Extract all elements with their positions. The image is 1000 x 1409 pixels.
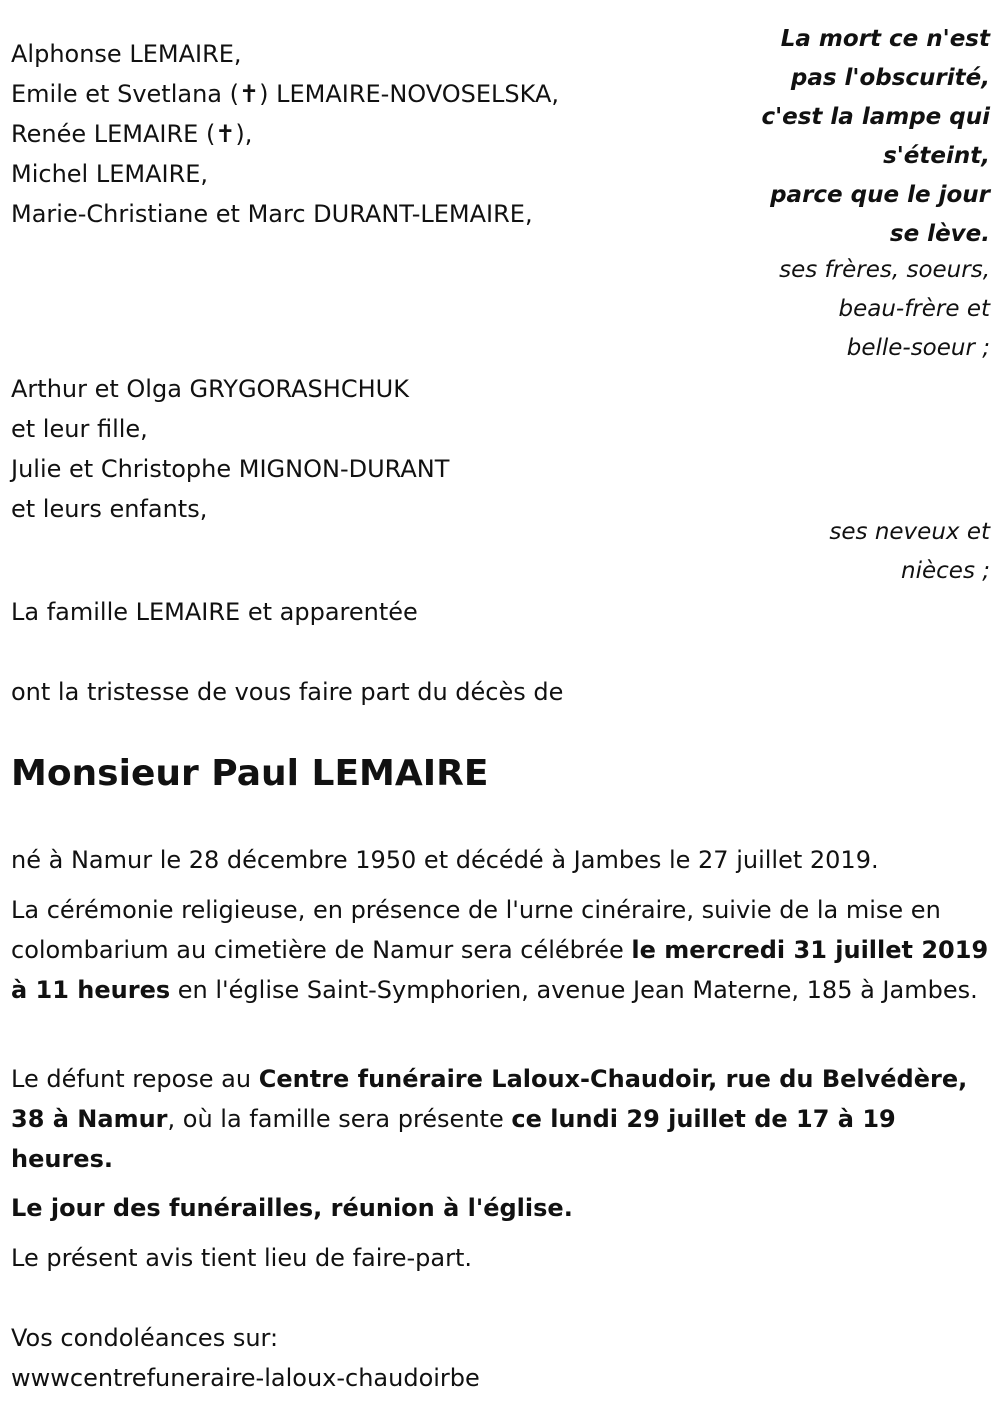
sibling-line: Marie-Christiane et Marc DURANT-LEMAIRE, — [11, 200, 533, 228]
quote — [761, 20, 990, 254]
sibling-line: Michel LEMAIRE, — [11, 160, 209, 188]
siblings-relation — [779, 251, 990, 368]
nephew-line: et leurs enfants, — [11, 495, 208, 523]
announcement: ont la tristesse de vous faire part du décès de — [11, 678, 564, 706]
quote-line: se lève. — [889, 221, 990, 247]
birth-death: né à Namur le 28 décembre 1950 et décédé à Jambes le 27 juillet 2019. — [11, 846, 879, 874]
quote-line: parce que le jour — [770, 182, 990, 208]
repose-text: Le défunt repose au — [11, 1065, 259, 1093]
notice: Le présent avis tient lieu de faire-part. — [11, 1244, 473, 1272]
repose-mid: , où la famille sera présente — [167, 1105, 512, 1133]
visiting-hours: ce lundi 29 juillet de 17 à 19 heures. — [11, 1105, 896, 1173]
nephew-line: et leur fille, — [11, 415, 148, 443]
relation-line: ses neveux et — [829, 519, 990, 545]
quote-line: pas l'obscurité, — [790, 65, 990, 91]
funeral-center: Centre funéraire Laloux-Chaudoir, rue du Belvédère, 38 à Namur — [11, 1065, 968, 1133]
quote-line: La mort ce n'est — [780, 26, 990, 52]
quote-line: c'est la lampe qui — [761, 104, 990, 130]
nephew-line: Julie et Christophe MIGNON-DURANT — [11, 455, 450, 483]
nephew-line: Arthur et Olga GRYGORASHCHUK — [11, 375, 409, 403]
ceremony-text: La cérémonie religieuse, en présence de l'urne cinéraire, suivie de la mise en colombarium au cimetière de Namur sera célébrée — [11, 896, 941, 964]
nephews-relation — [829, 513, 990, 591]
ceremony-location: en l'église Saint-Symphorien, avenue Jean Materne, 185 à Jambes. — [170, 976, 978, 1004]
relation-line: beau-frère et — [838, 296, 990, 322]
sibling-line: Alphonse LEMAIRE, — [11, 40, 242, 68]
ceremony-date: le mercredi 31 juillet 2019 à 11 heures — [11, 936, 989, 1004]
funeral-day: Le jour des funérailles, réunion à l'église. — [11, 1194, 573, 1222]
family-line: La famille LEMAIRE et apparentée — [11, 598, 418, 626]
siblings-list — [11, 34, 559, 234]
relation-line: nièces ; — [901, 558, 990, 584]
relation-line: belle-soeur ; — [846, 335, 990, 361]
repose-paragraph — [11, 1059, 989, 1179]
condolences-label: Vos condoléances sur: — [11, 1324, 279, 1352]
deceased-name: Monsieur Paul LEMAIRE — [11, 753, 489, 794]
quote-line: s'éteint, — [883, 143, 990, 169]
nephews-list — [11, 369, 449, 529]
relation-line: ses frères, soeurs, — [779, 257, 990, 283]
sibling-line: Emile et Svetlana (✝) LEMAIRE-NOVOSELSKA, — [11, 80, 559, 108]
ceremony-paragraph — [11, 890, 989, 1010]
sibling-line: Renée LEMAIRE (✝), — [11, 120, 253, 148]
condolences-link[interactable]: wwwcentrefuneraire-laloux-chaudoirbe — [11, 1364, 480, 1392]
